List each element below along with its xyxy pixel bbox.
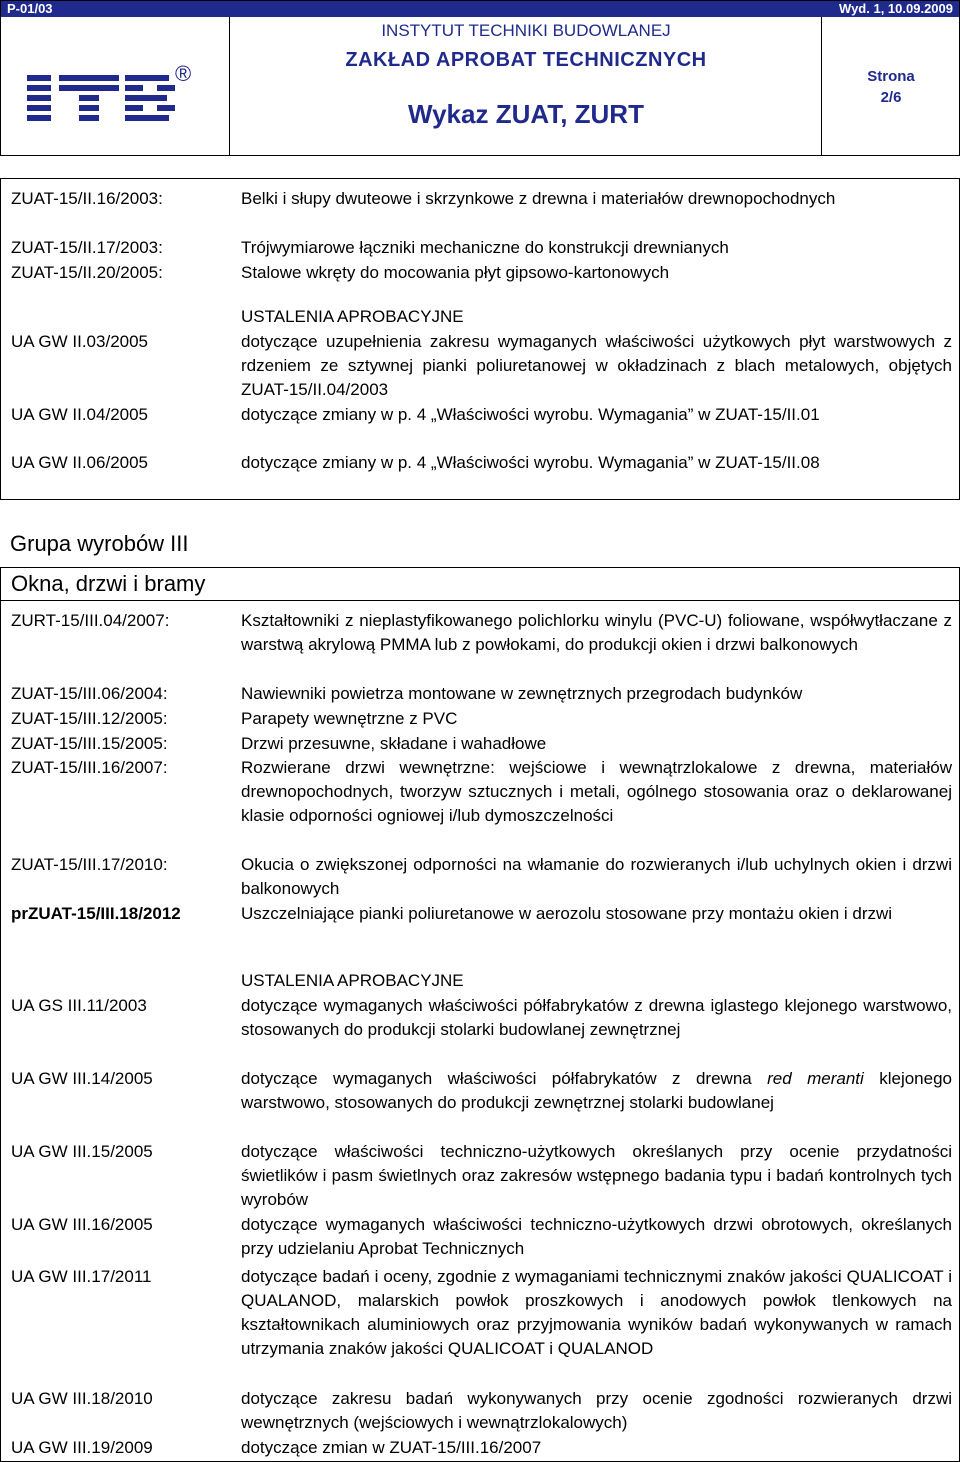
setting-description: dotyczące zakresu badań wykonywanych przy ocenie zgodności rozwieranych drzwi wewnętrznych (wejściowych i wewnątrzlokalowych)	[241, 1389, 952, 1432]
page-number: 2/6	[880, 89, 902, 106]
setting-description: dotyczące badań i oceny, zgodnie z wymaganiami technicznymi znaków jakości QUALICOAT i QUALANOD, malarskich powłok proszkowych i anodowych powłok tlenkowych na kształtownikach aluminiowych oraz przyjmowania wyników badań wykonywanych w ramach utrzymania znaków jakości QUALICOAT i QUALANOD	[241, 1267, 952, 1358]
setting-description: dotyczące właściwości techniczno-użytkowych określanych przy ocenie przydatności świetlików i pasm świetlnych oraz zakresów wstępnego badania typu i badań kontrolnych tych wyrobów	[241, 1142, 952, 1209]
setting-code: UA GW III.15/2005	[11, 1142, 153, 1161]
department-name: ZAKŁAD APROBAT TECHNICZNYCH	[345, 49, 707, 71]
document-code: P-01/03	[7, 1, 53, 16]
setting-code: UA GW III.18/2010	[11, 1389, 153, 1408]
setting-description: dotyczące uzupełnienia zakresu wymaganych właściwości użytkowych płyt warstwowych z rdzeniem ze sztywnej pianki poliuretanowej w okładzinach z blach metalowych, objętych ZUAT-15/II.04/2003	[241, 332, 952, 399]
species-name: red meranti	[767, 1069, 864, 1088]
setting-code: UA GW II.04/2005	[11, 405, 149, 424]
item-description: Rozwierane drzwi wewnętrzne: wejściowe i wewnątrzlokalowe z drewna, materiałów drewnopochodnych, tworzyw sztucznych i metali, ogólnego stosowania oraz o deklarowanej klasie odporności ogniowej i/lub dymoszczelności	[241, 758, 952, 825]
item-description: Okucia o zwiększonej odporności na włamanie do rozwieranych i/lub uchylnych okien i drzwi balkonowych	[241, 855, 952, 898]
page-label: Strona	[867, 68, 915, 85]
item-code: ZUAT-15/III.16/2007:	[11, 758, 168, 777]
institute-name: INSTYTUT TECHNIKI BUDOWLANEJ	[381, 21, 671, 40]
setting-description: dotyczące wymaganych właściwości półfabrykatów z drewna iglastego klejonego warstwowo, stosowanych do produkcji stolarki budowlanej zewnętrznej	[241, 996, 952, 1039]
document-header	[0, 0, 960, 156]
settings-heading: USTALENIA APROBACYJNE	[241, 971, 464, 990]
item-code: ZUAT-15/II.17/2003:	[11, 238, 163, 257]
item-description: Parapety wewnętrzne z PVC	[241, 709, 458, 728]
item-description: Belki i słupy dwuteowe i skrzynkowe z drewna i materiałów drewnopochodnych	[241, 189, 836, 208]
setting-code: UA GW III.14/2005	[11, 1069, 153, 1088]
edition-info: Wyd. 1, 10.09.2009	[839, 1, 953, 16]
group-ii-box	[0, 178, 960, 500]
setting-description: dotyczące zmiany w p. 4 „Właściwości wyrobu. Wymagania” w ZUAT-15/II.01	[241, 405, 820, 424]
item-code: ZUAT-15/II.20/2005:	[11, 263, 163, 282]
setting-description: dotyczące wymaganych właściwości techniczno-użytkowych drzwi obrotowych, określanych przy udzielaniu Aprobat Technicznych	[241, 1215, 952, 1258]
item-code: ZUAT-15/III.15/2005:	[11, 734, 168, 753]
item-description: Uszczelniające pianki poliuretanowe w aerozolu stosowane przy montażu okien i drzwi	[241, 904, 893, 923]
group-iii-box	[0, 600, 960, 1462]
item-description: Trójwymiarowe łączniki mechaniczne do konstrukcji drewnianych	[241, 238, 729, 257]
header-top-bar	[1, 1, 959, 17]
item-code: prZUAT-15/III.18/2012	[11, 904, 181, 923]
item-code: ZUAT-15/III.17/2010:	[11, 855, 168, 874]
item-description: Drzwi przesuwne, składane i wahadłowe	[241, 734, 547, 753]
item-code: ZUAT-15/III.06/2004:	[11, 684, 168, 703]
registered-mark: ®	[175, 61, 192, 86]
setting-code: UA GW III.19/2009	[11, 1438, 153, 1457]
setting-description: dotyczące zmian w ZUAT-15/III.16/2007	[241, 1438, 542, 1457]
setting-code: UA GW II.03/2005	[11, 332, 149, 351]
item-code: ZURT-15/III.04/2007:	[11, 611, 170, 630]
setting-description: dotyczące zmiany w p. 4 „Właściwości wyrobu. Wymagania” w ZUAT-15/II.08	[241, 453, 820, 472]
item-description: Kształtowniki z nieplastyfikowanego polichlorku winylu (PVC-U) foliowane, współwytłaczane z warstwą akrylową PMMA lub z powłokami, do produkcji okien i drzwi balkonowych	[241, 611, 952, 654]
group-subtitle-bar	[0, 567, 960, 600]
item-code: ZUAT-15/III.12/2005:	[11, 709, 168, 728]
item-code: ZUAT-15/II.16/2003:	[11, 189, 163, 208]
group-subtitle: Okna, drzwi i bramy	[11, 571, 206, 596]
itb-logo-icon	[27, 61, 197, 129]
setting-code: UA GS III.11/2003	[11, 996, 147, 1015]
setting-code: UA GW II.06/2005	[11, 453, 149, 472]
page-title: Wykaz ZUAT, ZURT	[408, 99, 644, 129]
item-description: Stalowe wkręty do mocowania płyt gipsowo-kartonowych	[241, 263, 670, 282]
setting-code: UA GW III.17/2011	[11, 1267, 152, 1286]
setting-description: dotyczące wymaganych właściwości półfabrykatów z drewna red meranti klejonego warstwowo, stosowanych do produkcji zewnętrznej stolarki budowlanej	[241, 1069, 953, 1112]
group-title: Grupa wyrobów III	[10, 531, 189, 556]
settings-heading: USTALENIA APROBACYJNE	[241, 307, 464, 326]
item-description: Nawiewniki powietrza montowane w zewnętrznych przegrodach budynków	[241, 684, 803, 703]
setting-code: UA GW III.16/2005	[11, 1215, 153, 1234]
